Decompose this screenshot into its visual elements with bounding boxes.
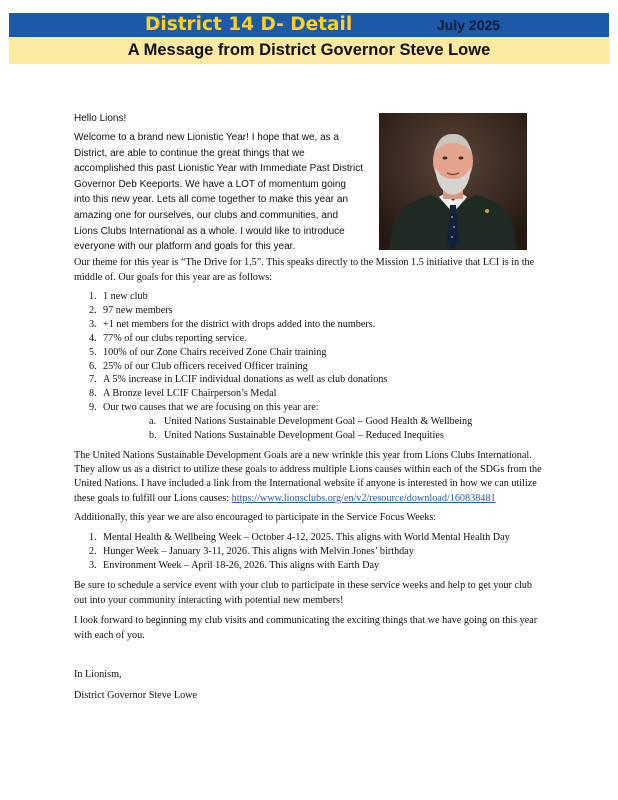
goal-text: Our two causes that we are focusing on this year are: bbox=[103, 402, 319, 414]
list-number: 6. bbox=[89, 360, 97, 372]
sdg-paragraph bbox=[74, 449, 544, 506]
cause-text: United Nations Sustainable Development Goal – Reduced Inequities bbox=[164, 430, 444, 442]
list-item bbox=[74, 346, 544, 360]
goal-text: +1 net members for the district with drops added into the numbers. bbox=[103, 318, 376, 330]
list-number: 2. bbox=[89, 304, 97, 316]
goal-text: A 5% increase in LCIF individual donations as well as club donations bbox=[103, 374, 388, 386]
sdg-text: The United Nations Sustainable Development Goals are a new wrinkle this year from Lions Clubs International. They allow us as a district to utilize these goals to address multiple Lions causes within each of the SDGs from the United Nations. I have included a link from the International website if anyone is interested in how we can utilize these goals to fulfill our Lions causes: bbox=[74, 450, 542, 504]
governor-portrait-image bbox=[379, 113, 527, 250]
goal-text: A Bronze level LCIF Chairperson’s Medal bbox=[103, 388, 277, 400]
service-weeks-intro: Additionally, this year we are also encouraged to participate in the Service Focus Weeks: bbox=[74, 512, 437, 523]
cause-text: United Nations Sustainable Development Goal – Good Health & Wellbeing bbox=[164, 416, 473, 428]
goal-text: 77% of our clubs reporting service. bbox=[103, 332, 247, 344]
list-number: 4. bbox=[89, 332, 97, 344]
list-item bbox=[74, 304, 544, 318]
list-item bbox=[74, 401, 544, 443]
list-item bbox=[74, 373, 544, 387]
signature-name: District Governor Steve Lowe bbox=[74, 690, 198, 701]
list-item bbox=[74, 332, 544, 346]
list-number: 5. bbox=[89, 346, 97, 358]
list-item bbox=[74, 318, 544, 332]
list-item bbox=[74, 545, 544, 559]
list-number: 3. bbox=[89, 559, 97, 571]
list-letter: b. bbox=[149, 430, 157, 442]
list-letter: a. bbox=[149, 416, 157, 428]
newsletter-title: District 14 D- Detail bbox=[145, 14, 353, 35]
service-weeks-list bbox=[74, 531, 544, 573]
list-number: 3. bbox=[89, 318, 97, 330]
causes-sublist bbox=[103, 415, 544, 443]
list-item bbox=[103, 429, 544, 443]
closing-paragraph: I look forward to beginning my club visits and communicating the exciting things that we have going on this year with each of you. bbox=[74, 615, 538, 641]
greeting: Hello Lions! bbox=[74, 113, 127, 124]
goal-text: 25% of our Club officers received Officer training bbox=[103, 360, 308, 372]
goal-text: 100% of our Zone Chairs received Zone Chair training bbox=[103, 346, 327, 358]
list-number: 9. bbox=[89, 402, 97, 414]
goal-text: 97 new members bbox=[103, 304, 173, 316]
newsletter-date: July 2025 bbox=[437, 17, 501, 33]
list-item bbox=[74, 531, 544, 545]
week-text: Hunger Week – January 3-11, 2026. This aligns with Melvin Jones’ birthday bbox=[103, 545, 414, 557]
message-heading: A Message from District Governor Steve Lowe bbox=[127, 41, 491, 59]
list-item bbox=[74, 387, 544, 401]
welcome-paragraph: Welcome to a brand new Lionistic Year! I hope that we, as a District, are able to continue the great things that we accomplished this past Lionistic Year with Immediate Past District Governor Deb Keeports. We have a LOT of momentum going into this new year. Lets all come together to make this year an amazing one for ourselves, our clubs and communities, and Lions Clubs International as a whole. I would like to introduce everyone with our platform and goals for this year. bbox=[74, 132, 364, 253]
list-number: 1. bbox=[89, 532, 97, 543]
list-number: 2. bbox=[89, 545, 97, 557]
list-item bbox=[74, 290, 544, 304]
week-text: Environment Week – April 18-26, 2026. This aligns with Earth Day bbox=[103, 559, 380, 571]
list-number: 7. bbox=[89, 374, 97, 386]
sign-off: In Lionism, bbox=[74, 669, 122, 680]
newsletter-title-banner bbox=[9, 13, 609, 37]
list-item bbox=[74, 360, 544, 374]
week-text: Mental Health & Wellbeing Week – October 4-12, 2025. This aligns with World Mental Health Day bbox=[103, 532, 510, 543]
list-number: 8. bbox=[89, 388, 97, 400]
subtitle-banner bbox=[9, 37, 609, 64]
schedule-paragraph: Be sure to schedule a service event with your club to participate in these service weeks and help to get your club out into your community interacting with potential new members! bbox=[74, 580, 532, 606]
goals-list bbox=[74, 290, 544, 443]
list-item bbox=[103, 415, 544, 429]
governor-portrait-photo bbox=[379, 113, 527, 250]
lions-sdg-resource-link[interactable]: https://www.lionsclubs.org/en/v2/resource/download/160838481 bbox=[231, 492, 496, 504]
theme-paragraph: Our theme for this year is “The Drive for 1.5”. This speaks directly to the Mission 1.5 initiative that LCI is in the middle of. Our goals for this year are as follows: bbox=[74, 257, 535, 283]
list-number: 1. bbox=[89, 291, 97, 302]
goal-text: 1 new club bbox=[103, 291, 148, 302]
list-item bbox=[74, 559, 544, 573]
